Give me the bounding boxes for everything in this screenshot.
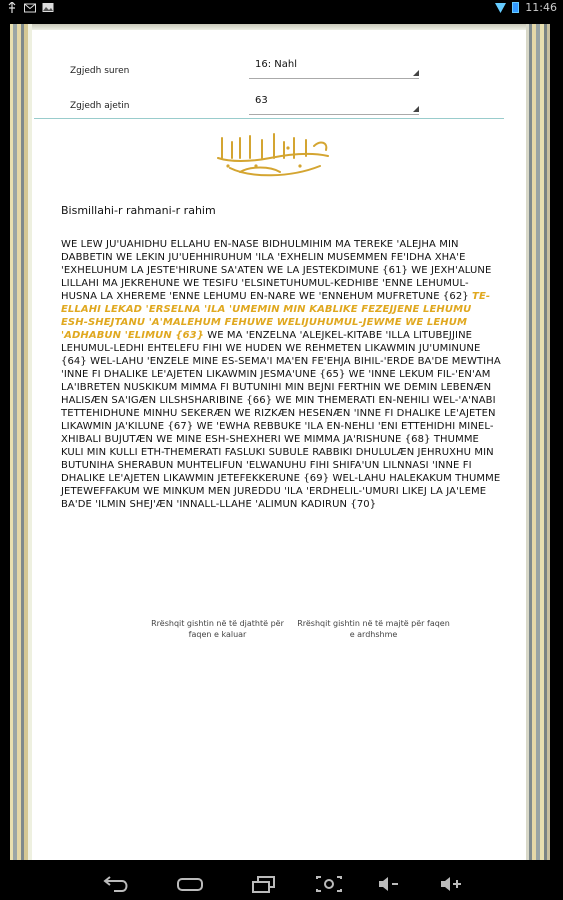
ayah-label: Zgjedh ajetin bbox=[70, 101, 130, 111]
dropdown-arrow-icon bbox=[413, 106, 419, 112]
screenshot-icon[interactable] bbox=[309, 873, 349, 895]
bismillah-text: Bismillahi-r rahmani-r rahim bbox=[61, 204, 216, 217]
surah-select[interactable] bbox=[249, 56, 419, 79]
navigation-bar bbox=[0, 868, 563, 900]
battery-icon bbox=[512, 2, 519, 13]
ayah-select[interactable] bbox=[249, 92, 419, 115]
ayat-after: WE MA 'ENZELNA 'ALEJKEL-KITABE 'ILLA LITUBEJJINE LEHUMUL-LEDHI EHTELEFU FIHI WE HUDEN WE REHMETEN LIKAWMIN JU'UMINUNE {64} WEL-LAHU 'ENZELE MINE ES-SEMA'I MA'EN FE'EHJA BIHIL-'ERDE BA'DE MEWTIHA 'INNE FI DHALIKE LE'AJETEN LIKAWMIN JESMA'UNE {65} WE 'INNE LEKUM FIL-'EN'AM LA'IBRETEN NUSKIKUM MIMMA FI BUTUNIHI MIN BEJNI FERTHIN WE DEMIN LEBENÆN HALISÆN SA'IGÆN LILSHSHARIBINE {66} WE MIN THEMERATI EN-NEHILI WEL-'A'NABI TETTEHIDHUNE MINHU SEKERÆN WE RIZKÆN HESENÆN 'INNE FI DHALIKE LE'AJETEN LIKAWMIN JA'KILUNE {67} WE 'EWHA REBBUKE 'ILA EN-NEHLI 'ENI ETTEHIDHI MINEL-XHIBALI BUJUTÆN WE MINE ESH-SHEXHERI WE MIMMA JA'RISHUNE {68} THUMME KULI MIN KULLI ETH-THEMERATI FASLUKI SUBULE RABBIKI DHULULÆN JEHRUXHU MIN BUTUNIHA SHERABUN MUHTELIFUN 'ELWANUHU FIHI SHIFA'UN LILNNASI 'INNE FI DHALIKE LE'AJETEN LIKAWMIN JETEFEKKERUNE {69} WEL-LAHU HALEKAKUM THUMME JETEWEFFAKUM WE MINKUM MEN JUREDDU 'ILA 'ERDHELIL-'UMURI LIKEJ LA JA'LEME BA'DE 'ILMIN SHEJ'ÆN 'INNALL-LLAHE 'ALIMUN KADIRUN {70} bbox=[61, 330, 501, 510]
wifi-icon bbox=[495, 3, 506, 13]
ayah-value: 63 bbox=[255, 95, 268, 106]
surah-value: 16: Nahl bbox=[255, 59, 297, 70]
surah-label: Zgjedh suren bbox=[70, 66, 130, 76]
home-icon[interactable] bbox=[170, 873, 210, 895]
back-icon[interactable] bbox=[96, 873, 136, 895]
frame-left-border bbox=[10, 24, 32, 860]
volume-down-icon[interactable] bbox=[369, 873, 409, 895]
clock: 11:46 bbox=[525, 1, 557, 14]
ayat-highlighted: TE-ELLAHI LEKAD 'ERSELNA 'ILA 'UMEMIN MIN KABLIKE FEZEJJENE LEHUMU ESH-SHEJTANU 'A'MALEHUM FEHUWE WELIJUHUMUL-JEWME WE LEHUM 'ADHABUN 'ELIMUN {63} bbox=[61, 291, 491, 341]
separator bbox=[34, 118, 504, 119]
hint-previous-page: Rrëshqit gishtin në të djathtë për faqen e kaluar bbox=[151, 619, 284, 639]
ayat-before: WE LEW JU'UAHIDHU ELLAHU EN-NASE BIDHULMIHIM MA TEREKE 'ALEJHA MIN DABBETIN WE LEKIN JU'UEHHIRUHUM 'ILA 'EXHELIN MUSEMMEN FE'IDHA XHA'E 'EXHELUHUM LA JESTE'HIRUNE SA'ATEN WE LA JESTEKDIMUNE {61} WE JEXH'ALUNE LILLAHI MA JEKREHUNE WE TESIFU 'ELSINETUHUMUL-KEDHIBE 'ENNE LEHUMUL-HUSNA LA XHEREME 'ENNE LEHUMU EN-NARE WE 'ENNEHUM MUFRETUNE {62} bbox=[61, 239, 492, 302]
status-bar bbox=[0, 0, 563, 18]
bismillah-calligraphy-icon bbox=[210, 128, 335, 180]
frame-right-border bbox=[526, 24, 550, 860]
ayat-text[interactable] bbox=[61, 238, 501, 511]
volume-up-icon[interactable] bbox=[431, 873, 471, 895]
usb-icon bbox=[6, 2, 18, 13]
dropdown-arrow-icon bbox=[413, 70, 419, 76]
email-icon bbox=[24, 2, 36, 13]
hint-next-page: Rrëshqit gishtin në të majtë për faqen e ardhshme bbox=[297, 619, 450, 639]
image-icon bbox=[42, 2, 54, 13]
recent-apps-icon[interactable] bbox=[244, 873, 284, 895]
